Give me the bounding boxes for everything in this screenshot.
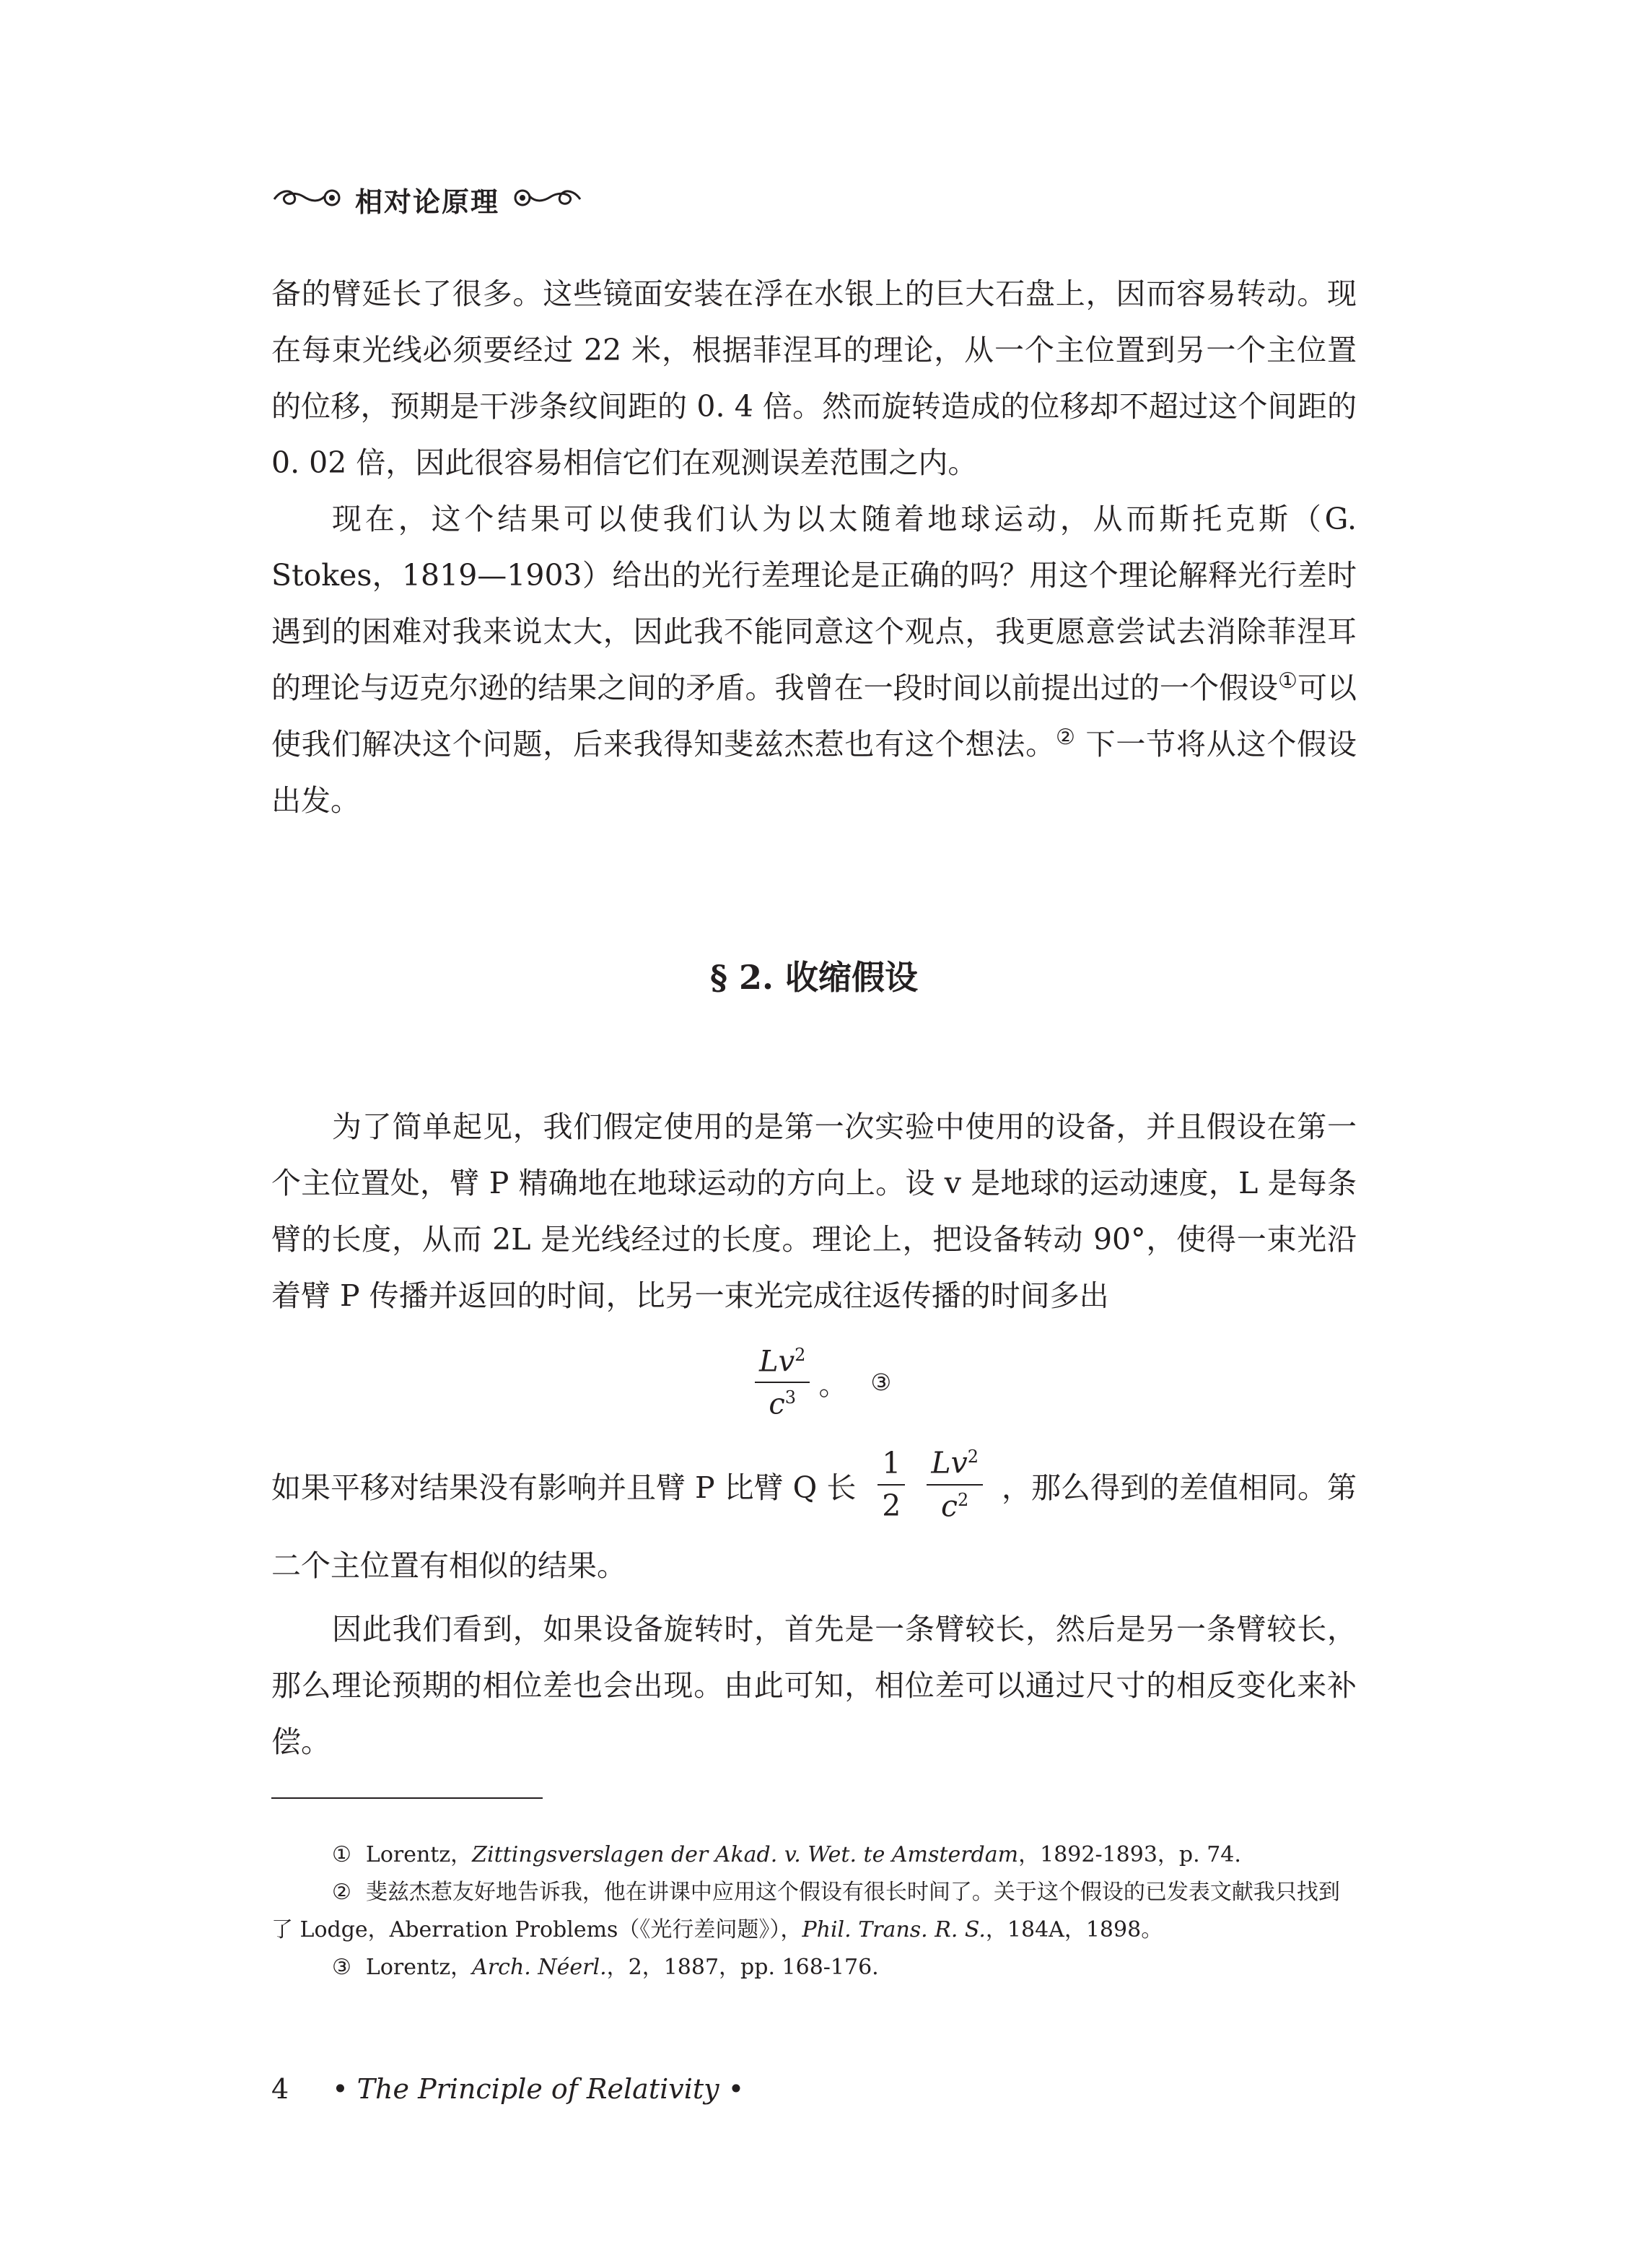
- body-text-top: [271, 266, 1357, 829]
- footnote-ref-2[interactable]: ②: [1055, 725, 1076, 750]
- display-formula: [755, 1335, 891, 1429]
- paragraph-translation-after: ，那么得到的差值相同。第: [1001, 1470, 1357, 1505]
- formula-denominator: $c^3$: [769, 1387, 797, 1421]
- footnote-1: ① Lorentz，Zittingsverslagen der Akad. v. Wet. te Amsterdam，1892-1893，p. 74.: [332, 1842, 1241, 1867]
- paragraph-translation-line: [271, 1445, 1357, 1525]
- lv2-c2-fraction: $\frac{Lv^2}{c^2}$: [927, 1448, 983, 1521]
- footnote-ref-3[interactable]: ③: [870, 1369, 892, 1396]
- paragraph-translation-before: 如果平移对结果没有影响并且臂 P 比臂 Q 长: [271, 1470, 857, 1505]
- footnote-2: ② 斐兹杰惹友好地告诉我，他在讲课中应用这个假设有很长时间了。关于这个假设的已发表文献我只找到了 Lodge，Aberration Problems（《光行差问题》），Phil. Trans. R. S.，184A，1898。: [271, 1880, 1340, 1942]
- paragraph-compensation: 因此我们看到，如果设备旋转时，首先是一条臂较长，然后是另一条臂较长，那么理论预期的相位差也会出现。由此可知，相位差可以通过尺寸的相反变化来补偿。: [271, 1612, 1357, 1759]
- running-header: [271, 179, 583, 219]
- body-text-bottom: [271, 1538, 1357, 1770]
- left-flourish-ornament-icon: [271, 183, 342, 215]
- formula-period: 。: [818, 1368, 848, 1402]
- footnote-divider: [271, 1797, 543, 1799]
- footnotes: [271, 1836, 1357, 1986]
- page-footer: [271, 2073, 744, 2105]
- footnote-ref-1[interactable]: ①: [1278, 668, 1297, 694]
- paragraph-setup: 为了简单起见，我们假定使用的是第一次实验中使用的设备，并且假设在第一个主位置处，臂 P 精确地在地球运动的方向上。设 v 是地球的运动速度，L 是每条臂的长度，从而 2L 是光线经过的长度。理论上，把设备转动 90°，使得一束光沿着臂 P 传播并返回的时间，比另一束光完成往返传播的时间多出: [271, 1109, 1357, 1313]
- formula-fraction: [755, 1346, 810, 1419]
- half-fraction: $\frac{1}{2}$: [878, 1449, 905, 1521]
- formula-numerator: Lv$^2$: [755, 1346, 810, 1383]
- body-text-contraction: [271, 1099, 1357, 1324]
- footnote-3: ③ Lorentz，Arch. Néerl.，2，1887，pp. 168-176.: [332, 1955, 879, 1980]
- right-flourish-ornament-icon: [512, 183, 583, 215]
- section-heading: § 2. 收缩假设: [709, 958, 919, 997]
- paragraph-stokes-tail: 下一节将从这个假设出发。: [271, 727, 1357, 818]
- paragraph-stokes: [271, 491, 1357, 829]
- running-header-title: 相对论原理: [355, 186, 500, 218]
- page-number: 4: [271, 2073, 289, 2105]
- paragraph-stokes-mid: 可以使我们解决这个问题，后来我得知斐兹杰惹也有这个想法。: [271, 671, 1357, 762]
- book-title: • The Principle of Relativity •: [332, 2073, 745, 2105]
- paragraph-translation-line2: 二个主位置有相似的结果。: [271, 1548, 626, 1583]
- paragraph-stokes-text: 现在，这个结果可以使我们认为以太随着地球运动，从而斯托克斯（G. Stokes，1819—1903）给出的光行差理论是正确的吗？用这个理论解释光行差时遇到的困难对我来说太大，因此我不能同意这个观点，我更愿意尝试去消除菲涅耳的理论与迈克尔逊的结果之间的矛盾。我曾在一段时间以前提出过的一个假设: [271, 502, 1357, 705]
- paragraph-continuation: 备的臂延长了很多。这些镜面安装在浮在水银上的巨大石盘上，因而容易转动。现在每束光线必须要经过 22 米，根据菲涅耳的理论，从一个主位置到另一个主位置的位移，预期是干涉条纹间距的 0. 4 倍。然而旋转造成的位移却不超过这个间距的 0. 02 倍，因此很容易相信它们在观测误差范围之内。: [271, 276, 1357, 480]
